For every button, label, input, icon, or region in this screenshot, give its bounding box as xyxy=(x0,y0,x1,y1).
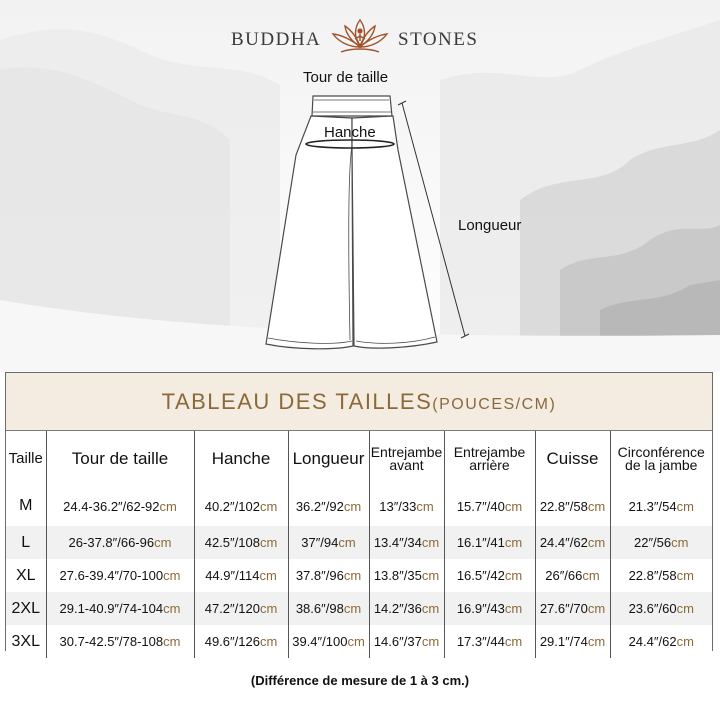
table-title-text: TABLEAU DES TAILLES xyxy=(161,389,433,414)
cell-thigh xyxy=(535,486,610,526)
cell-unit: cm xyxy=(587,601,606,616)
cell-value: 21.3″/54 xyxy=(628,498,677,514)
cell-value: 14.6″/37 xyxy=(373,634,422,649)
cell-unit: cm xyxy=(416,498,434,514)
cell-value: 36.2″/92 xyxy=(295,498,344,514)
size-table xyxy=(5,372,713,651)
header-size: Taille xyxy=(6,431,46,486)
cell-thigh xyxy=(535,559,610,592)
cell-length xyxy=(288,526,369,559)
size-cell: XL xyxy=(6,559,46,592)
cell-unit: cm xyxy=(347,634,365,649)
cell-unit: cm xyxy=(587,634,606,649)
hip-label: Hanche xyxy=(324,124,376,141)
cell-value: 24.4″/62 xyxy=(628,634,677,649)
cell-value: 40.2″/102 xyxy=(204,498,260,514)
cell-value: 37.8″/96 xyxy=(295,568,344,583)
cell-hip xyxy=(194,526,288,559)
cell-value: 42.5″/108 xyxy=(204,535,260,550)
cell-value: 38.6″/98 xyxy=(295,601,344,616)
size-grid xyxy=(6,431,712,658)
table-row xyxy=(6,559,712,592)
cell-front xyxy=(369,592,444,625)
cell-unit: cm xyxy=(504,535,523,550)
cell-value: 27.6-39.4″/70-100 xyxy=(59,568,164,583)
cell-value: 49.6″/126 xyxy=(204,634,260,649)
cell-unit: cm xyxy=(671,535,689,550)
table-row xyxy=(6,625,712,658)
cell-unit: cm xyxy=(421,634,440,649)
measurement-footnote: (Différence de mesure de 1 à 3 cm.) xyxy=(250,673,470,688)
cell-unit: cm xyxy=(676,634,694,649)
cell-thigh xyxy=(535,592,610,625)
header-back-rise xyxy=(444,431,535,486)
size-cell: 3XL xyxy=(6,625,46,658)
cell-hip xyxy=(194,559,288,592)
cell-unit: cm xyxy=(587,498,606,514)
cell-unit: cm xyxy=(259,568,277,583)
cell-value: 29.1″/74 xyxy=(539,634,588,649)
cell-leg xyxy=(610,526,712,559)
brand-name-right: STONES xyxy=(398,29,479,50)
cell-front xyxy=(369,559,444,592)
cell-length xyxy=(288,625,369,658)
cell-waist xyxy=(46,625,194,658)
header-front-rise xyxy=(369,431,444,486)
cell-back xyxy=(444,559,535,592)
cell-unit: cm xyxy=(343,568,362,583)
length-label: Longueur xyxy=(458,217,522,234)
cell-unit: cm xyxy=(259,601,278,616)
cell-value: 30.7-42.5″/78-108 xyxy=(59,634,164,649)
cell-unit: cm xyxy=(259,634,278,649)
cell-unit: cm xyxy=(163,634,181,649)
cell-unit: cm xyxy=(504,601,523,616)
cell-unit: cm xyxy=(343,498,362,514)
pants-waistband xyxy=(312,96,392,116)
header-leg-line2: de la jambe xyxy=(625,456,698,473)
table-title-unit: (POUCES/CM) xyxy=(432,396,557,413)
cell-length xyxy=(288,486,369,526)
cell-unit: cm xyxy=(259,535,278,550)
cell-unit: cm xyxy=(676,498,694,514)
cell-value: 16.9″/43 xyxy=(456,601,505,616)
cell-leg xyxy=(610,486,712,526)
brand-name-left: BUDDHA xyxy=(231,29,322,50)
cell-leg xyxy=(610,559,712,592)
header-back-rise-line2: arrière xyxy=(469,456,510,473)
cell-unit: cm xyxy=(421,535,440,550)
cell-value: 14.2″/36 xyxy=(373,601,422,616)
table-header-row xyxy=(6,431,712,486)
pants-right-leg xyxy=(352,116,437,348)
cell-leg xyxy=(610,592,712,625)
cell-value: 26-37.8″/66-96 xyxy=(68,535,155,550)
cell-length xyxy=(288,592,369,625)
header-leg-opening xyxy=(610,431,712,486)
cell-waist xyxy=(46,526,194,559)
cell-value: 22″/56 xyxy=(634,535,672,550)
cell-hip xyxy=(194,486,288,526)
cell-hip xyxy=(194,625,288,658)
size-cell: 2XL xyxy=(6,592,46,625)
cell-unit: cm xyxy=(343,601,362,616)
cell-unit: cm xyxy=(154,535,172,550)
cell-hip xyxy=(194,592,288,625)
cell-waist xyxy=(46,486,194,526)
cell-value: 16.1″/41 xyxy=(456,535,505,550)
table-row xyxy=(6,592,712,625)
cell-unit: cm xyxy=(163,601,181,616)
table-row xyxy=(6,526,712,559)
cell-value: 44.9″/114 xyxy=(205,568,260,583)
size-cell: M xyxy=(6,486,46,526)
cell-waist xyxy=(46,592,194,625)
cell-value: 37″/94 xyxy=(301,535,339,550)
cell-unit: cm xyxy=(259,498,278,514)
cell-unit: cm xyxy=(676,568,694,583)
cell-value: 13.8″/35 xyxy=(373,568,422,583)
cell-unit: cm xyxy=(587,535,606,550)
cell-value: 16.5″/42 xyxy=(456,568,505,583)
cell-unit: cm xyxy=(159,498,177,514)
cell-value: 24.4″/62 xyxy=(539,535,588,550)
cell-back xyxy=(444,526,535,559)
header-hip: Hanche xyxy=(194,431,288,486)
cell-unit: cm xyxy=(676,601,694,616)
header-back-rise-line1: Entrejambe xyxy=(453,443,526,460)
cell-front xyxy=(369,486,444,526)
cell-value: 13.4″/34 xyxy=(373,535,422,550)
cell-unit: cm xyxy=(504,498,523,514)
cell-unit: cm xyxy=(421,568,440,583)
table-row xyxy=(6,486,712,526)
cell-value: 24.4-36.2″/62-92 xyxy=(63,498,160,514)
header-leg-line1: Circonférence xyxy=(617,443,705,460)
cell-thigh xyxy=(535,526,610,559)
cell-value: 26″/66 xyxy=(545,568,583,583)
cell-value: 15.7″/40 xyxy=(456,498,505,514)
cell-waist xyxy=(46,559,194,592)
header-length: Longueur xyxy=(288,431,369,486)
cell-value: 22.8″/58 xyxy=(539,498,588,514)
header-waist: Tour de taille xyxy=(46,431,194,486)
cell-value: 22.8″/58 xyxy=(628,568,677,583)
size-cell: L xyxy=(6,526,46,559)
cell-unit: cm xyxy=(504,568,523,583)
waist-label: Tour de taille xyxy=(303,69,389,86)
cell-value: 29.1-40.9″/74-104 xyxy=(59,601,164,616)
header-front-rise-line1: Entrejambe xyxy=(370,443,443,460)
cell-value: 27.6″/70 xyxy=(539,601,588,616)
cell-value: 13″/33 xyxy=(379,498,417,514)
cell-back xyxy=(444,592,535,625)
cell-front xyxy=(369,625,444,658)
cell-front xyxy=(369,526,444,559)
cell-length xyxy=(288,559,369,592)
pants-left-leg xyxy=(266,116,353,349)
cell-back xyxy=(444,486,535,526)
cell-value: 23.6″/60 xyxy=(628,601,677,616)
cell-value: 39.4″/100 xyxy=(292,634,348,649)
cell-value: 17.3″/44 xyxy=(456,634,505,649)
header-front-rise-line2: avant xyxy=(389,456,424,473)
cell-leg xyxy=(610,625,712,658)
cell-unit: cm xyxy=(163,568,181,583)
cell-back xyxy=(444,625,535,658)
header-thigh: Cuisse xyxy=(535,431,610,486)
cell-value: 47.2″/120 xyxy=(204,601,260,616)
size-rows xyxy=(6,486,712,658)
cell-unit: cm xyxy=(582,568,600,583)
cell-unit: cm xyxy=(504,634,523,649)
cell-unit: cm xyxy=(338,535,356,550)
size-table-title xyxy=(6,373,712,431)
cell-thigh xyxy=(535,625,610,658)
cell-unit: cm xyxy=(421,601,440,616)
